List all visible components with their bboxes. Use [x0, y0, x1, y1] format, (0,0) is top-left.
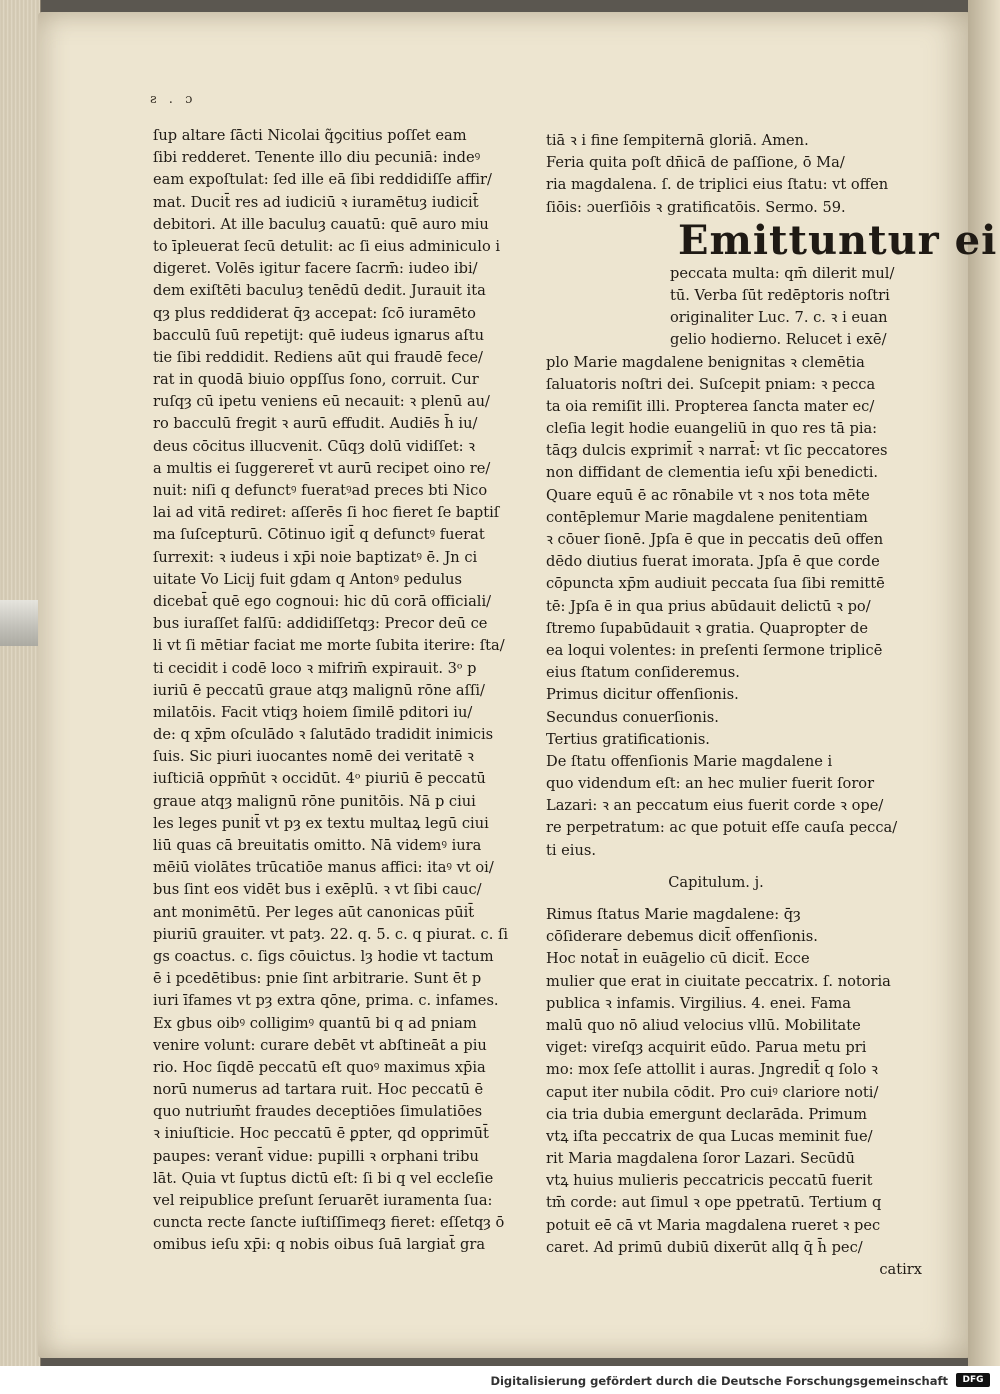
- text-line: tū. Verba ſūt redēptoris noſtri: [670, 286, 890, 304]
- text-line: bacculū ſuū repetijt: quē iudeus ignarus aſtu: [153, 326, 484, 344]
- text-line: publica ꝛ infamis. Virgilius. 4. enei. Fama: [546, 994, 851, 1012]
- text-line: iuri īfames vt pȝ extra qōne, prima. c. infames.: [153, 992, 499, 1010]
- text-line: contēplemur Marie magdalene penitentiam: [546, 508, 868, 526]
- text-line: gs coactus. c. ſigs cōuictus. lȝ hodie vt tactum: [153, 947, 494, 965]
- text-line: ea loqui volentes: in preſenti ſermone triplicē: [546, 641, 883, 659]
- text-line: piuriū grauiter. vt patȝ. 22. q. 5. c. q piurat. c. ſi: [153, 925, 509, 943]
- text-line: de: q xp̄m oſculādo ꝛ ſalutādo tradidit inimicis: [153, 726, 494, 744]
- text-line: ſaluatoris noſtri dei. Suſcepit pniam: ꝛ pecca: [546, 375, 876, 393]
- text-line: norū numerus ad tartara ruit. Hoc peccatū ē: [153, 1081, 484, 1099]
- section-line: re perpetratum: ac que potuit eſſe cauſa pecca/: [546, 819, 898, 837]
- section-line: quo videndum eſt: an hec mulier fuerit ſoror: [546, 775, 875, 793]
- text-line: Rimus ſtatus Marie magdalene: q̄ȝ: [546, 906, 801, 923]
- text-line: ſup altare ſācti Nicolai q̃ꝯcitius poſſet eam: [153, 127, 467, 144]
- text-line: ti cecidit i codē loco ꝛ mifrim̄ expirauit. 3ᵒ p: [153, 659, 477, 677]
- division-line: Tertius gratificationis.: [546, 730, 710, 748]
- text-line: debitori. At ille baculuȝ cauatū: quē auro miu: [153, 215, 489, 233]
- text-line: iuriū ē peccatū graue atqȝ malignū rōne aſſi/: [153, 681, 485, 699]
- text-line: cōſiderare debemus dicit̄ offenſionis.: [546, 928, 818, 946]
- text-line: milatōis. Facit vtiqȝ hoiem ſimilē pditori iu/: [153, 703, 473, 721]
- text-line: rio. Hoc ſiqdē peccatū eſt quoꝰ maximus xp̄ia: [153, 1058, 486, 1076]
- text-line: vtꝝ huius mulieris peccatricis peccatū fuerit: [546, 1172, 873, 1190]
- text-line: vel reipublice preſunt ſeruarēt iuramenta ſua:: [153, 1192, 493, 1209]
- text-line: Ex gbus oibꝰ colligimꝰ quantū bi q ad pniam: [153, 1014, 477, 1032]
- text-line: ma ſuſcepturū. Cōtinuo igit̄ q defunctꝰ fuerat: [153, 526, 485, 544]
- text-line: deus cōcitus illucvenit. Cūqȝ dolū vidiſſet: ꝛ: [153, 437, 476, 455]
- text-line: tāqȝ dulcis exprimit̄ ꝛ narrat̄: vt ſic peccatores: [546, 442, 888, 460]
- text-line: ſurrexit: ꝛ iudeus i xp̄i noie baptizatꝰ ē. Jn ci: [153, 548, 478, 566]
- text-line: potuit eē cā vt Maria magdalena rueret ꝛ pec: [546, 1216, 881, 1234]
- text-line: bus ſint eos vidēt bus i exēplū. ꝛ vt ſibi cauc/: [153, 881, 482, 899]
- text-line: non diffidant de clementia ieſu xp̄i benedicti.: [546, 464, 879, 482]
- text-line: cuncta recte ſancte iuſtiſſimeqȝ fieret: eſſetqȝ ō: [153, 1214, 505, 1232]
- digitization-footer: [0, 1366, 1000, 1394]
- text-line: ſtremo ſupabūdauit ꝛ gratia. Quapropter de: [546, 619, 869, 637]
- text-line: dēdo diutius fuerat imorata. Jpſa ē que corde: [546, 553, 880, 571]
- text-line: peccata multa: qm̄ dilerit mul/: [670, 264, 895, 282]
- text-line: cleſia legit hodie euangeliū in quo res tā pia:: [546, 420, 878, 438]
- sermon-initial-heading: Emittuntur ei: [678, 216, 998, 264]
- text-line: uitate Vo Licij fuit gdam q Antonꝰ pedulus: [153, 570, 463, 588]
- text-line: mēiū violātes trūcatiōe manus affici: itaꝰ vt oi/: [153, 859, 494, 877]
- text-line: Feria quita poſt dn̄icā de paſſione, ō Ma/: [546, 154, 845, 172]
- section-line: Lazari: ꝛ an peccatum eius fuerit corde ꝛ ope/: [546, 797, 884, 815]
- text-line: viget: vireſqȝ acquirit eūdo. Parua metu pri: [546, 1039, 867, 1057]
- text-line: venire volunt: curare debēt vt abſtineāt a piu: [153, 1036, 487, 1054]
- text-line: mat. Ducit̄ res ad iudiciū ꝛ iuramētuȝ iudicit̄: [153, 193, 479, 211]
- text-line: ſiōis: ɔuerſiōis ꝛ gratificatōis. Sermo. 59.: [546, 198, 846, 216]
- text-line: mulier que erat in ciuitate peccatrix. ſ. notoria: [546, 972, 891, 990]
- text-line: Hoc notat̄ in euāgelio cū dicit̄. Ecce: [546, 950, 810, 968]
- text-line: plo Marie magdalene benignitas ꝛ clemētia: [546, 353, 865, 371]
- text-line: lai ad vitā rediret: aſſerēs ſi hoc fieret ſe baptiſ: [153, 504, 500, 522]
- text-line: ſibi redderet. Tenente illo diu pecuniā: indeꝰ: [153, 149, 481, 167]
- text-line: ꝛ cōuer ſionē. Jpſa ē que in peccatis deū offen: [546, 531, 884, 548]
- text-line: digeret. Volēs igitur facere ſacrm̄: iudeo ibi/: [153, 260, 478, 278]
- section-line: ti eius.: [546, 841, 597, 859]
- text-line: ant monimētū. Per leges aūt canonicas pūit̄: [153, 903, 475, 921]
- text-line: bus iuraſſet falſū: addidiſſetqȝ: Precor deū ce: [153, 615, 488, 633]
- text-line: rat in quodā biuio oppſſus ſono, corruit. Cur: [153, 371, 479, 389]
- text-line: gelio hodierno. Relucet i exē/: [670, 331, 887, 349]
- text-line: graue atqȝ malignū rōne punitōis. Nā p ciui: [153, 792, 476, 810]
- right-column: [546, 130, 998, 1281]
- division-line: Primus dicitur offenſionis.: [546, 686, 739, 704]
- text-line: omibus ieſu xp̄i: q nobis oibus ſuā largiat̄ gra: [153, 1236, 486, 1254]
- text-line: vtꝝ iſta peccatrix de qua Lucas meminit fue/: [546, 1127, 873, 1145]
- text-line: dicebat̄ quē ego cognoui: hic dū corā officiali/: [153, 592, 492, 610]
- text-line: cia tria dubia emergunt declarāda. Primum: [546, 1105, 867, 1123]
- facing-page-edge: [968, 0, 1000, 1366]
- folio-marker: ƨ . ɔ: [150, 92, 197, 107]
- division-line: Secundus conuerſionis.: [546, 708, 719, 726]
- text-line: malū quo nō aliud velocius vllū. Mobilitate: [546, 1016, 861, 1034]
- text-line: tie ſibi reddidit. Rediens aūt qui fraudē fece/: [153, 348, 483, 366]
- text-line: les leges punit̄ vt pȝ ex textu multaꝝ legū ciui: [153, 814, 489, 832]
- text-line: mo: mox ſeſe attollit i auras. Jngredit̄ q ſolo ꝛ: [546, 1061, 878, 1079]
- text-line: eam expoſtulat: ſed ille eā ſibi reddidiſſe affir/: [153, 171, 492, 189]
- text-line: iuſticiā oppm̄ūt ꝛ occidūt. 4ᵒ piuriū ē peccatū: [153, 770, 486, 788]
- chapter-heading: Capitulum. j.: [668, 873, 764, 891]
- text-line: to īpleuerat ſecū detulit: ac ſi eius adminiculo i: [153, 237, 501, 255]
- text-line: nuit: niſi q defunctꝰ fueratꝰad preces bti Nico: [153, 482, 488, 499]
- text-line: li vt ſi mētiar faciat me morte ſubita iterire: ſta/: [153, 637, 505, 655]
- text-line: ro bacculū fregit ꝛ aurū effudit. Audiēs h̄ iu/: [153, 415, 478, 433]
- text-line: tm̄ corde: aut ſimul ꝛ ope ppetratū. Tertium q: [546, 1194, 882, 1212]
- catchword: catirx: [879, 1261, 922, 1278]
- footer-credit: Digitalisierung gefördert durch die Deutsche Forschungsgemeinschaft: [490, 1374, 948, 1388]
- text-line: ꝛ iniuſticie. Hoc peccatū ē ꝑpter, qd opprimūt̄: [153, 1125, 489, 1143]
- book-fore-edge: [0, 0, 41, 1366]
- section-line: De ſtatu offenſionis Marie magdalene i: [546, 752, 833, 770]
- text-line: Quare equū ē ac rōnabile vt ꝛ nos tota mēte: [546, 486, 870, 504]
- dfg-logo: DFG: [956, 1373, 990, 1387]
- text-line: liū quas cā breuitatis omitto. Nā videmꝰ iura: [153, 837, 482, 854]
- text-line: rit Maria magdalena ſoror Lazari. Secūdū: [546, 1150, 855, 1168]
- text-line: eius ſtatum conſideremus.: [546, 664, 740, 682]
- text-line: ſuis. Sic piuri iuocantes nomē dei veritatē ꝛ: [153, 748, 474, 766]
- text-line: dem exiſtēti baculuȝ tenēdū dedit. Jurauit ita: [153, 282, 486, 300]
- text-line: ria magdalena. ſ. de triplici eius ſtatu: vt offen: [546, 176, 889, 194]
- text-line: qȝ plus reddiderat q̄ȝ accepat: ſcō iuramēto: [153, 304, 476, 322]
- text-line: originaliter Luc. 7. c. ꝛ i euan: [670, 309, 888, 327]
- text-line: ē i pcedētibus: pnie ſint arbitrarie. Sunt ēt p: [153, 970, 482, 988]
- text-line: tē: Jpſa ē in qua prius abūdauit delictū ꝛ po/: [546, 597, 871, 615]
- text-line: a multis ei ſuggereret̄ vt aurū recipet oino re/: [153, 459, 491, 477]
- text-line: paupes: verant̄ vidue: pupilli ꝛ orphani tribu: [153, 1147, 479, 1165]
- text-line: caput iter nubila cōdit. Pro cuiꝰ clariore noti/: [546, 1083, 879, 1101]
- text-line: tiā ꝛ i fine ſempiternā gloriā. Amen.: [546, 132, 809, 149]
- text-line: quo nutrium̄t fraudes deceptiōes ſimulatiōes: [153, 1103, 483, 1121]
- text-line: ta oia remiſit illi. Propterea ſancta mater ec/: [546, 397, 875, 415]
- left-column: [153, 125, 521, 1257]
- text-line: lāt. Quia vt ſuptus dictū eſt: ſi bi q vel eccleſie: [153, 1169, 494, 1187]
- text-line: ruſqȝ cū ipetu veniens eū necauit: ꝛ plenū au/: [153, 393, 490, 411]
- text-line: caret. Ad primū dubiū dixerūt allq q̄ h̄ pec/: [546, 1238, 863, 1256]
- text-line: cōpuncta xp̄m audiuit peccata ſua ſibi remittē: [546, 575, 885, 593]
